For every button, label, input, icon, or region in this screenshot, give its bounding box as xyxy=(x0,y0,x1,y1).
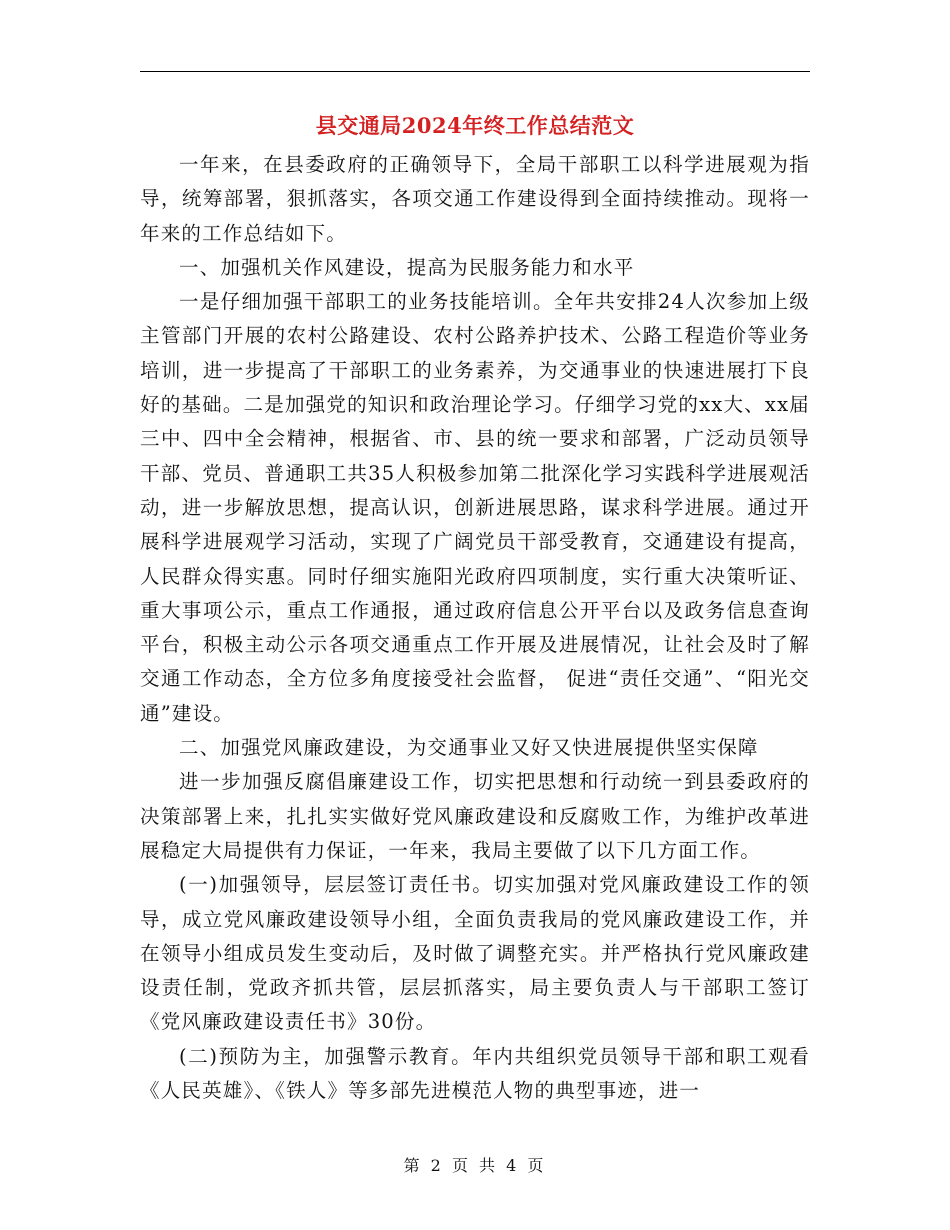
document-title: 县交通局2024年终工作总结范文 xyxy=(315,113,635,138)
intro-paragraph: 一年来，在县委政府的正确领导下，全局干部职工以科学进展观为指导，统筹部署，狠抓落实，各项交通工作建设得到全面持续推动。现将一年来的工作总结如下。 xyxy=(140,153,810,245)
section-heading-1: 一、加强机关作风建设，提高为民服务能力和水平 xyxy=(179,255,635,279)
section-heading-2: 二、加强党风廉政建设，为交通事业又好又快进展提供坚实保障 xyxy=(179,736,759,760)
section-1-paragraph: 一是仔细加强干部职工的业务技能培训。全年共安排24人次参加上级主管部门开展的农村公路建设、农村公路养护技术、公路工程造价等业务培训，进一步提高了干部职工的业务素养，为交通事业的快速进展打下良好的基础。二是加强党的知识和政治理论学习。仔细学习党的xx大、xx届三中、四中全会精神，根据省、市、县的统一要求和部署，广泛动员领导干部、党员、普通职工共35人积极参加第二批深化学习实践科学进展观活动，进一步解放思想，提高认识，创新进展思路，谋求科学进展。通过开展科学进展观学习活动，实现了广阔党员干部受教育，交通建设有提高，人民群众得实惠。同时仔细实施阳光政府四项制度，实行重大决策听证、重大事项公示，重点工作通报，通过政府信息公开平台以及政务信息查询平台，积极主动公示各项交通重点工作开展及进展情况，让社会及时了解交通工作动态，全方位多角度接受社会监督， 促进“责任交通”、“阳光交通”建设。 xyxy=(140,290,810,725)
section-2-item-1-paragraph: (一)加强领导，层层签订责任书。切实加强对党风廉政建设工作的领导，成立党风廉政建设领导小组，全面负责我局的党风廉政建设工作，并在领导小组成员发生变动后，及时做了调整充实。并严格执行党风廉政建设责任制，党政齐抓共管，层层抓落实，局主要负责人与干部职工签订《党风廉政建设责任书》30份。 xyxy=(140,873,810,1034)
section-2-item-2-paragraph: (二)预防为主，加强警示教育。年内共组织党员领导干部和职工观看《人民英雄》、《铁人》等多部先进模范人物的典型事迹，进一 xyxy=(140,1044,810,1103)
header-rule xyxy=(140,71,810,72)
section-2-intro-paragraph: 进一步加强反腐倡廉建设工作，切实把思想和行动统一到县委政府的决策部署上来，扎扎实实做好党风廉政建设和反腐败工作，为维护改革进展稳定大局提供有力保证，一年来，我局主要做了以下几方面工作。 xyxy=(140,770,810,862)
page-number-footer: 第 2 页 共 4 页 xyxy=(403,1156,547,1175)
document-body xyxy=(140,148,810,1108)
